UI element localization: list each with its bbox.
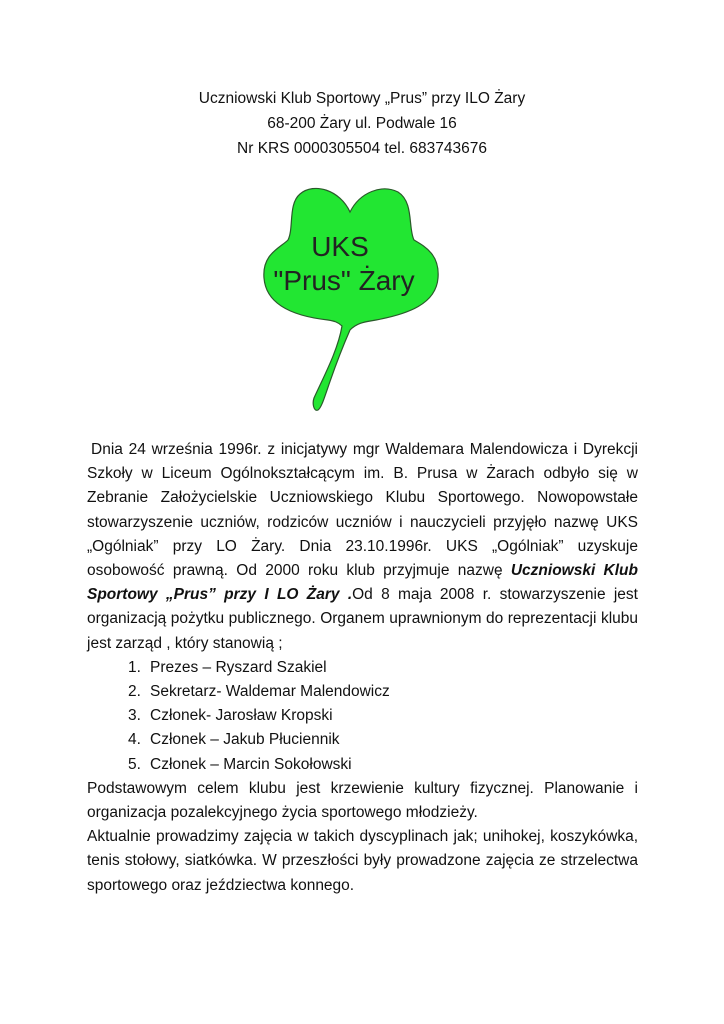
letterhead [0,86,724,161]
member-name: Członek – Jakub Płuciennik [150,731,340,749]
logo-text-uks: UKS [311,231,369,262]
club-name: Uczniowski Klub Sportowy „Prus” przy ILO Żary [198,90,526,107]
list-number: 3. [128,707,141,725]
club-address: 68-200 Żary ul. Podwale 16 [267,115,457,132]
list-item [128,680,638,704]
activities-paragraph: Aktualnie prowadzimy zajęcia w takich dyscyplinach jak; unihokej, koszykówka, tenis stołowy, siatkówka. W przeszłości były prowadzone zajęcia ze strzelectwa sportowego oraz jeździectwa konnego. [87,828,638,894]
history-text-1: Dnia 24 września 1996r. z inicjatywy mgr Waldemara Malendowicza i Dyrekcji Szkoły w Liceum Ogólnokształcącym im. B. Prusa w Żarach odbyło się w Zebranie Założycielskie Uczniowskiego Klubu Sportowego. Nowopowstałe stowarzyszenie uczniów, rodziców uczniów i nauczycieli przyjęło nazwę UKS „Ogólniak” przy LO Żary. Dnia 23.10.1996r. UKS „Ogólniak” uzyskuje osobowość prawną. Od 2000 roku klub przyjmuje nazwę [87,441,638,580]
list-number: 2. [128,683,141,701]
member-name: Prezes – Ryszard Szakiel [150,658,327,676]
list-item [128,753,638,777]
board-members-list [87,656,638,777]
list-number: 5. [128,755,141,773]
list-item [128,728,638,752]
goal-paragraph: Podstawowym celem klubu jest krzewienie kultury fizycznej. Planowanie i organizacja pozalekcyjnego życia sportowego młodzieży. [87,779,638,822]
list-number: 1. [128,658,141,676]
list-item [128,656,638,680]
club-registration: Nr KRS 0000305504 tel. 683743676 [237,140,487,157]
history-paragraph [87,438,638,656]
document-body [87,438,638,898]
member-name: Członek – Marcin Sokołowski [150,755,352,773]
member-name: Sekretarz- Waldemar Malendowicz [150,683,390,701]
club-full-name: Uczniowski Klub Sportowy „Prus” przy I LO Żary . [87,562,638,604]
history-text-2: Od 8 maja 2008 r. stowarzyszenie jest organizacją pożytku publicznego. Organem uprawnionym do reprezentacji klubu jest zarząd , który stanowią ; [87,586,638,652]
list-number: 4. [128,731,141,749]
logo-text-prus-zary: "Prus" Żary [273,265,415,296]
leaf-shape [264,188,438,410]
list-item [128,704,638,728]
member-name: Członek- Jarosław Kropski [150,707,333,725]
club-logo-leaf [258,180,442,416]
